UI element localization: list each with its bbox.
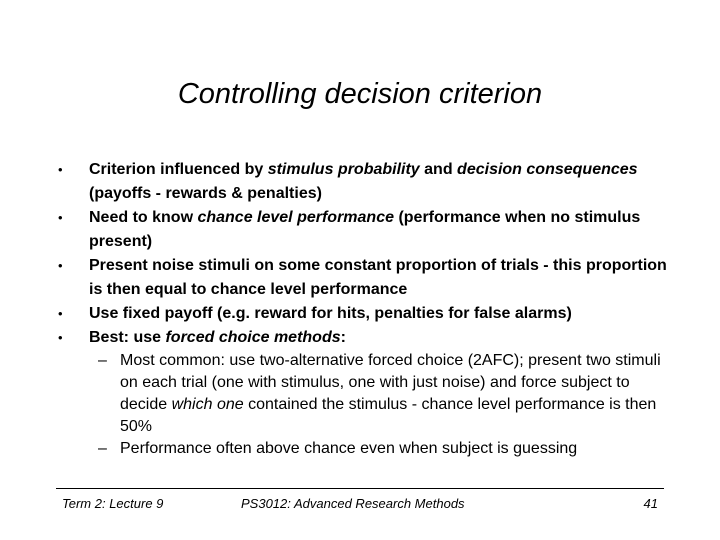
text-segment: Need to know xyxy=(89,209,198,226)
text-segment: Use fixed payoff (e.g. reward for hits, penalties for false alarms) xyxy=(89,305,572,322)
bullet-item xyxy=(58,302,678,326)
emphasized-text: stimulus probability xyxy=(267,161,420,178)
bullet-text xyxy=(89,257,667,298)
text-segment: Criterion influenced by xyxy=(89,161,268,178)
emphasized-text: decision consequences xyxy=(457,161,638,178)
text-segment: and xyxy=(419,161,458,178)
emphasized-text: which one xyxy=(171,396,244,413)
sub-bullet-text xyxy=(120,352,661,435)
bullet-marker: • xyxy=(58,306,63,321)
emphasized-text: chance level performance xyxy=(197,209,394,226)
footer-divider xyxy=(56,488,664,489)
text-segment: contained the stimulus - chance level performance is then 50% xyxy=(120,396,657,435)
sub-bullet-text xyxy=(120,440,577,457)
slide-title: Controlling decision criterion xyxy=(177,78,543,110)
text-segment: : xyxy=(340,329,346,346)
bullet-text xyxy=(89,161,638,202)
bullet-text xyxy=(89,209,640,250)
bullet-list xyxy=(58,158,678,460)
sub-bullet-item xyxy=(58,350,678,438)
bullet-text xyxy=(89,329,346,346)
bullet-item xyxy=(58,254,678,302)
bullet-item xyxy=(58,206,678,254)
sub-bullet-group xyxy=(58,350,678,460)
sub-bullet-marker: – xyxy=(98,440,107,457)
footer-page-number: 41 xyxy=(643,496,658,511)
text-segment: Present noise stimuli on some constant proportion of trials - this proportion is then equal to chance level performance xyxy=(89,257,667,298)
emphasized-text: forced choice methods xyxy=(165,329,341,346)
text-segment: Best: use xyxy=(89,329,166,346)
text-segment: Performance often above chance even when subject is guessing xyxy=(120,440,578,457)
bullet-text xyxy=(89,305,572,322)
bullet-marker: • xyxy=(58,258,63,273)
text-segment: (performance when no stimulus present) xyxy=(89,209,641,250)
bullet-marker: • xyxy=(58,330,63,345)
bullet-item xyxy=(58,158,678,206)
text-segment: Most common: use two-alternative forced choice (2AFC); present two stimuli on each trial (one with stimulus, one with just noise) and force subject to decide xyxy=(120,352,661,413)
bullet-item xyxy=(58,326,678,350)
sub-bullet-list xyxy=(58,350,678,460)
bullet-marker: • xyxy=(58,162,63,177)
sub-bullet-item xyxy=(58,438,678,460)
footer-course-lecture: Term 2: Lecture 9 xyxy=(62,496,164,511)
sub-bullet-marker: – xyxy=(98,352,107,369)
text-segment: (payoffs - rewards & penalties) xyxy=(89,185,322,202)
bullet-marker: • xyxy=(58,210,63,225)
footer-module-title: PS3012: Advanced Research Methods xyxy=(241,496,465,511)
